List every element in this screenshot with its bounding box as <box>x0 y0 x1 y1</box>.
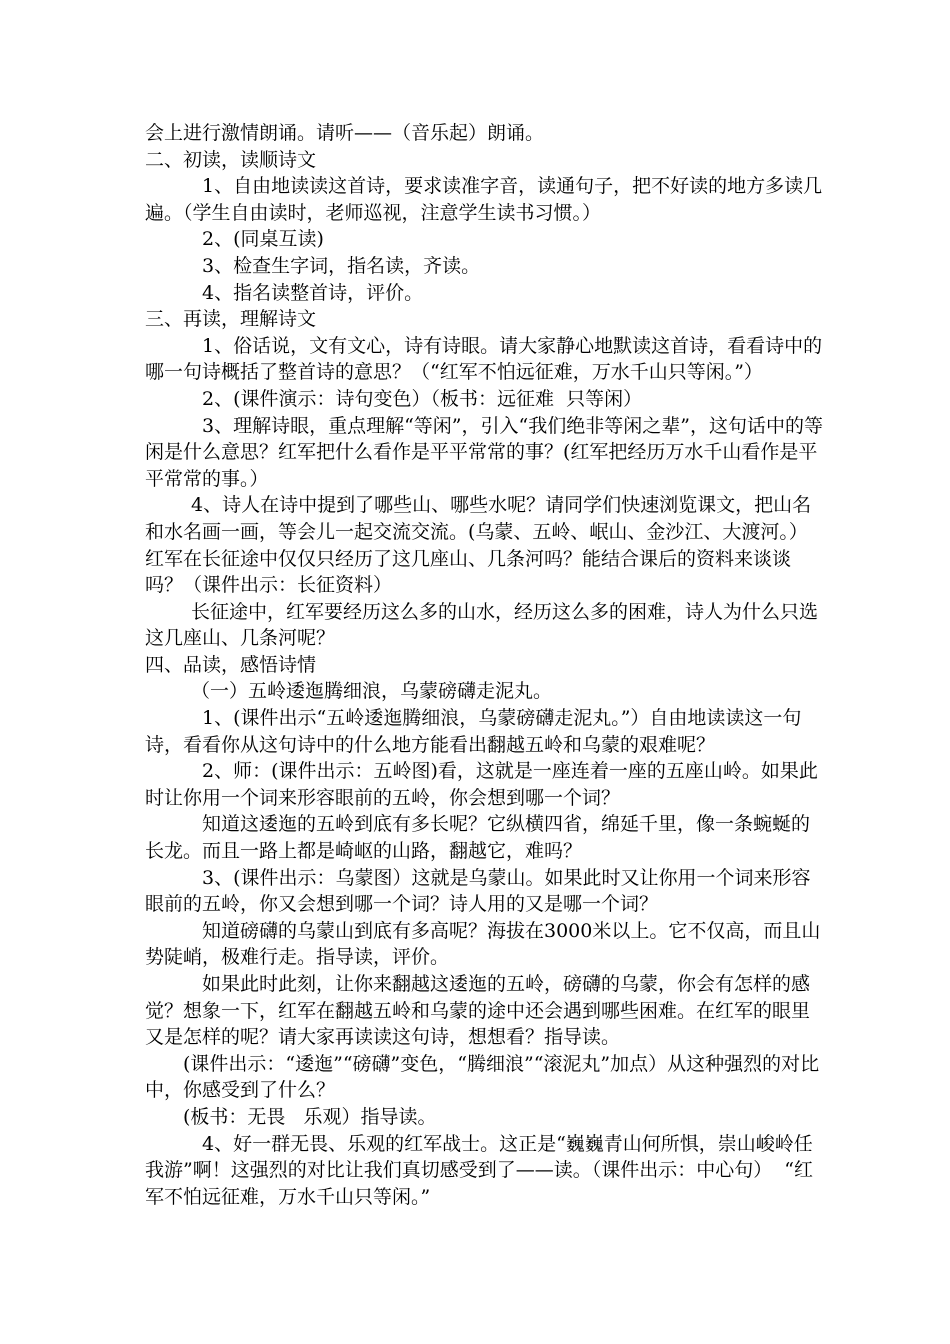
paragraph: (板书：无畏 乐观）指导读。 <box>183 1105 437 1128</box>
paragraph: (课件出示：“逶迤”“磅礴”变色，“腾细浪”“滚泥丸”加点）从这种强烈的对比中，你感受到了什么？ <box>145 1052 820 1102</box>
paragraph: 3、(课件出示：乌蒙图）这就是乌蒙山。如果此时又让你用一个词来形容眼前的五岭，你又会想到哪一个词？诗人用的又是哪一个词？ <box>145 866 811 916</box>
paragraph: 2、师：(课件出示：五岭图)看，这就是一座连着一座的五座山岭。如果此时让你用一个词来形容眼前的五岭，你会想到哪一个词？ <box>145 760 818 809</box>
paragraph: 1、(课件出示“五岭逶迤腾细浪，乌蒙磅礴走泥丸。”）自由地读读这一句诗，看看你从这句诗中的什么地方能看出翻越五岭和乌蒙的艰难呢？ <box>145 707 802 756</box>
paragraph: 1、自由地读读这首诗，要求读准字音，读通句子，把不好读的地方多读几遍。（学生自由读时，老师巡视，注意学生读书习惯。） <box>145 175 823 224</box>
paragraph: 知道这逶迤的五岭到底有多长呢？它纵横四省，绵延千里，像一条蜿蜒的长龙。而且一路上都是崎岖的山路，翻越它，难吗？ <box>145 813 811 863</box>
paragraph: 1、俗话说，文有文心，诗有诗眼。请大家静心地默读这首诗，看看诗中的哪一句诗概括了整首诗的意思？（“红军不怕远征难，万水千山只等闲。”） <box>145 334 823 384</box>
paragraph: 4、好一群无畏、乐观的红军战士。这正是“巍巍青山何所惧，崇山峻岭任我游”啊！这强烈的对比让我们真切感受到了——读。（课件出示：中心句） “红军不怕远征难，万水千山只等闲。” <box>145 1132 814 1208</box>
paragraph: 会上进行激情朗诵。请听——（音乐起）朗诵。 <box>145 122 545 144</box>
paragraph: 4、指名读整首诗，评价。 <box>202 281 424 304</box>
paragraph: 2、(同桌互读) <box>202 228 324 251</box>
paragraph: 3、理解诗眼，重点理解“等闲”，引入“我们绝非等闲之辈”，这句话中的等闲是什么意思？红军把什么看作是平平常常的事？(红军把经历万水千山看作是平平常常的事。） <box>145 414 823 490</box>
document-page <box>145 120 825 1210</box>
section-heading: 四、品读，感悟诗情 <box>145 653 317 676</box>
section-heading: 二、初读，读顺诗文 <box>145 148 317 171</box>
paragraph: 2、(课件演示：诗句变色）（板书：远征难 只等闲） <box>202 387 643 410</box>
subsection-heading: （一）五岭逶迤腾细浪，乌蒙磅礴走泥丸。 <box>191 680 553 703</box>
paragraph: 如果此时此刻，让你来翻越这逶迤的五岭，磅礴的乌蒙，你会有怎样的感觉？想象一下，红军在翻越五岭和乌蒙的途中还会遇到哪些困难。在红军的眼里又是怎样的呢？请大家再读读这句诗，想想看？指导读。 <box>145 973 811 1049</box>
paragraph: 知道磅礴的乌蒙山到底有多高呢？海拔在3000米以上。它不仅高，而且山势陡峭，极难行走。指导读，评价。 <box>145 919 821 969</box>
paragraph: 3、检查生字词，指名读，齐读。 <box>202 254 481 277</box>
paragraph: 4、诗人在诗中提到了哪些山、哪些水呢？请同学们快速浏览课文，把山名和水名画一画，等会儿一起交流交流。(乌蒙、五岭、岷山、金沙江、大渡河。）红军在长征途中仅仅只经历了这几座山、几条河吗？能结合课后的资料来谈谈吗？（课件出示：长征资料） <box>145 494 812 597</box>
paragraph: 长征途中，红军要经历这么多的山水，经历这么多的困难，诗人为什么只选这几座山、几条河呢？ <box>145 600 819 650</box>
section-heading: 三、再读，理解诗文 <box>145 308 317 331</box>
